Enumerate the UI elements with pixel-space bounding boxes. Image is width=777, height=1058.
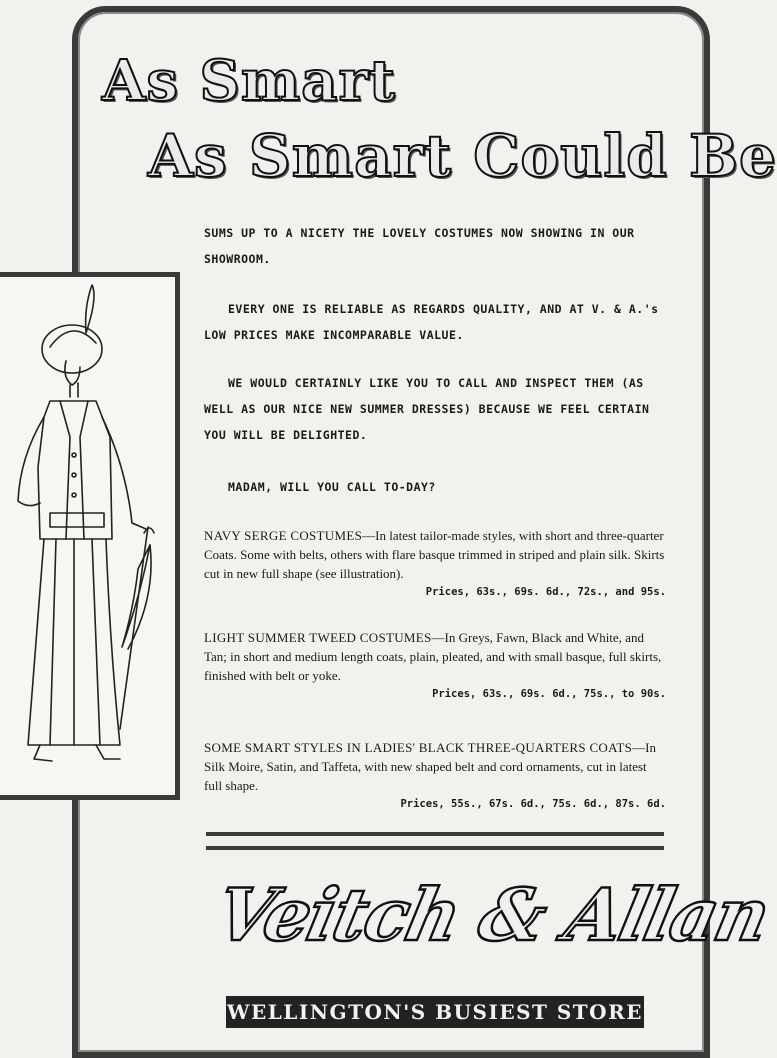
item-title: LIGHT SUMMER TWEED COSTUMES [204, 630, 432, 645]
item-description: —In latest tailor-made styles, with short and three-quarter Coats. Some with belts, others with flare basque trimmed in striped and plain silk. Skirts cut in new full shape (see illustration). [204, 528, 665, 581]
store-logo: Veitch & Allan [208, 872, 776, 957]
item-prices: Prices, 55s., 67s. 6d., 75s. 6d., 87s. 6d. [400, 798, 666, 810]
intro-paragraph-1: SUMS UP TO A NICETY THE LOVELY COSTUMES NOW SHOWING IN OUR SHOWROOM. [204, 226, 635, 266]
item-navy-serge-costumes [204, 526, 666, 602]
item-title: NAVY SERGE COSTUMES [204, 528, 363, 543]
intro-paragraph-2: EVERY ONE IS RELIABLE AS REGARDS QUALITY, AND AT V. & A.'s LOW PRICES MAKE INCOMPARABLE VALUE. [204, 302, 659, 342]
item-title: SOME SMART STYLES IN LADIES' BLACK THREE-QUARTERS COATS [204, 740, 633, 755]
headline-line-1: As Smart [102, 48, 396, 114]
item-description: —In Silk Moire, Satin, and Taffeta, with new shaped belt and cord ornaments, cut in latest full shape. [204, 740, 656, 793]
intro-paragraph-4: MADAM, WILL YOU CALL TO-DAY? [228, 480, 436, 494]
intro-paragraph-3: WE WOULD CERTAINLY LIKE YOU TO CALL AND INSPECT THEM (AS WELL AS OUR NICE NEW SUMMER DRESSES) BECAUSE WE FEEL CERTAIN YOU WILL BE DELIGHTED. [204, 376, 650, 442]
costume-illustration-box [0, 272, 180, 800]
store-slogan: WELLINGTON'S BUSIEST STORE [226, 996, 644, 1028]
divider-rule [206, 832, 664, 836]
headline-line-2: As Smart Could Be [148, 122, 777, 190]
item-light-summer-tweed-costumes [204, 628, 666, 704]
item-description: —In Greys, Fawn, Black and White, and Tan; in short and medium length coats, plain, pleated, and with small basque, full skirts, finished with belt or yoke. [204, 630, 662, 683]
item-ladies-black-coats [204, 738, 666, 814]
item-prices: Prices, 63s., 69s. 6d., 72s., and 95s. [425, 586, 666, 598]
woman-in-costume-with-parasol-illustration [0, 277, 175, 800]
divider-rule [206, 846, 664, 850]
item-prices: Prices, 63s., 69s. 6d., 75s., to 90s. [432, 688, 666, 700]
